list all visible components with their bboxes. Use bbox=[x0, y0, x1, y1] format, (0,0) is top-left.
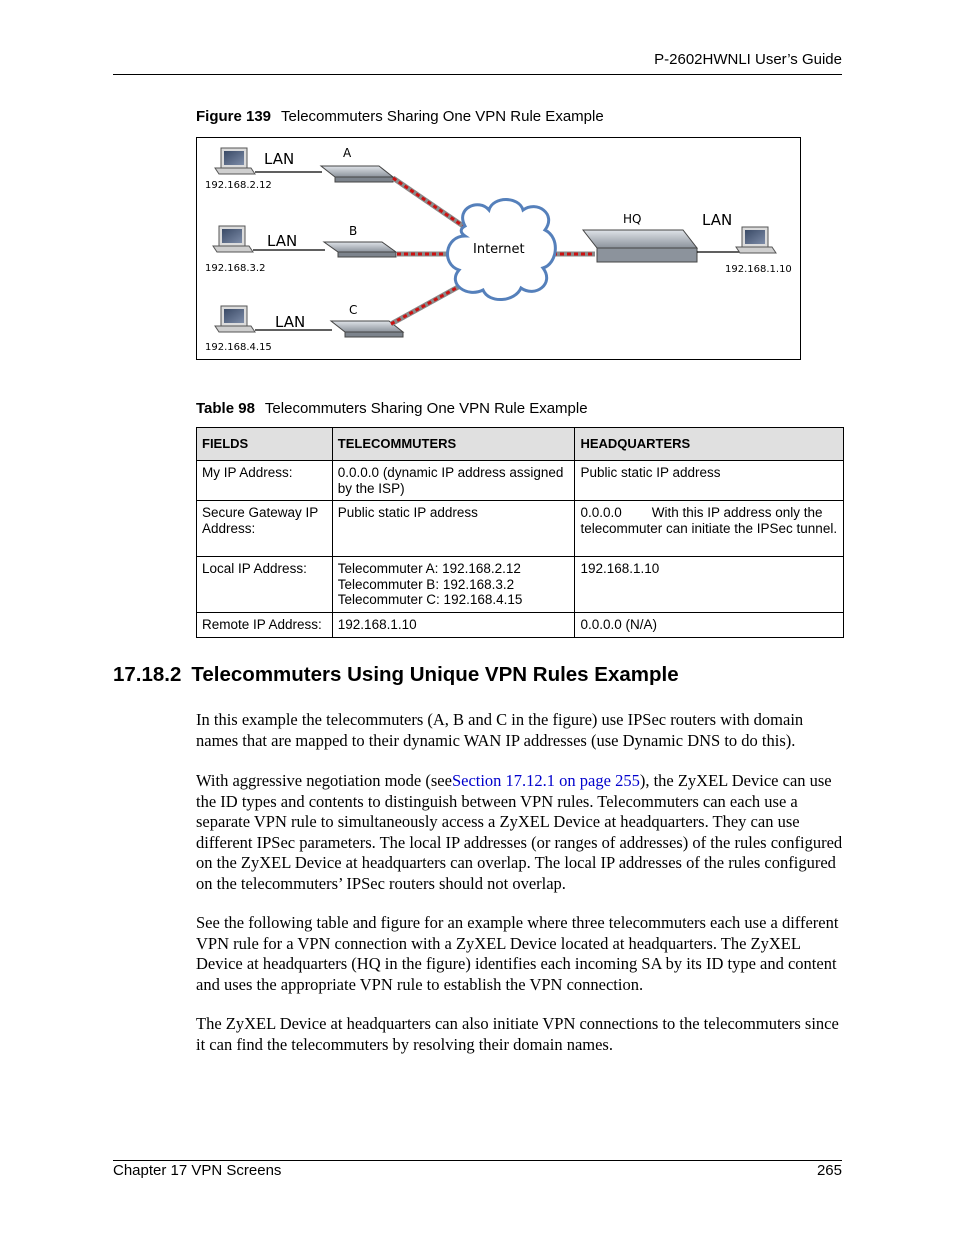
table-cell: Local IP Address: bbox=[197, 557, 333, 613]
footer-page-number: 265 bbox=[816, 1162, 842, 1179]
table-row bbox=[197, 557, 844, 613]
hq-label: HQ bbox=[623, 212, 642, 226]
table-cell: Public static IP address bbox=[332, 501, 575, 557]
hq-router-icon bbox=[583, 230, 697, 262]
paragraph-3: See the following table and figure for an example where three telecommuters each use a different VPN rule for a VPN connection with a ZyXEL Device located at headquarters. The ZyXEL Device at headquarters (HQ in the figure) identifies each incoming SA by its ID type and content and uses the appropriate VPN rule to establish the VPN connection. bbox=[196, 913, 839, 994]
ip-label-b: 192.168.3.2 bbox=[205, 263, 266, 274]
section-title: Telecommuters Using Unique VPN Rules Example bbox=[191, 663, 679, 686]
paragraph-2 bbox=[196, 771, 844, 894]
computer-c-icon bbox=[215, 306, 255, 332]
figure-label: Figure 139 bbox=[196, 108, 272, 125]
figure-caption bbox=[196, 108, 604, 125]
internet-label: Internet bbox=[473, 242, 525, 257]
router-b-icon bbox=[324, 242, 396, 257]
header-telecommuters: TELECOMMUTERS bbox=[332, 428, 575, 461]
table-cell: Telecommuter A: 192.168.2.12 Telecommuter B: 192.168.3.2 Telecommuter C: 192.168.4.15 bbox=[332, 557, 575, 613]
network-diagram bbox=[196, 137, 801, 360]
vpn-rule-table bbox=[196, 427, 844, 638]
table-cell: 192.168.1.10 bbox=[332, 613, 575, 638]
section-heading bbox=[113, 663, 679, 687]
table-cell: My IP Address: bbox=[197, 461, 333, 501]
table-cell: 0.0.0.0 (dynamic IP address assigned by the ISP) bbox=[332, 461, 575, 501]
lan-label-b: LAN bbox=[267, 232, 298, 250]
lan-label-c: LAN bbox=[275, 313, 306, 331]
vpn-tunnel-a bbox=[393, 178, 469, 230]
computer-a-icon bbox=[215, 148, 255, 174]
table-cell: 0.0.0.0 With this IP address only the telecommuter can initiate the IPSec tunnel. bbox=[575, 501, 844, 557]
table-row bbox=[197, 461, 844, 501]
router-c-label: C bbox=[349, 303, 358, 317]
table-caption bbox=[196, 400, 588, 417]
table-row bbox=[197, 613, 844, 638]
section-link[interactable]: Section 17.12.1 on page 255 bbox=[451, 771, 640, 790]
lan-label-hq: LAN bbox=[702, 211, 733, 229]
table-caption-text: Telecommuters Sharing One VPN Rule Example bbox=[264, 400, 588, 417]
header-title: P-2602HWNLI User’s Guide bbox=[654, 51, 842, 68]
table-cell: 192.168.1.10 bbox=[575, 557, 844, 613]
ip-label-a: 192.168.2.12 bbox=[205, 180, 272, 191]
router-b-label: B bbox=[349, 224, 358, 238]
table-label: Table 98 bbox=[196, 400, 255, 417]
network-diagram-svg bbox=[197, 138, 801, 360]
footer-chapter: Chapter 17 VPN Screens bbox=[113, 1162, 282, 1179]
router-a-label: A bbox=[343, 146, 352, 160]
paragraph-2-start: With aggressive negotiation mode (see bbox=[196, 771, 452, 790]
ip-label-c: 192.168.4.15 bbox=[205, 342, 272, 353]
table-cell: Remote IP Address: bbox=[197, 613, 333, 638]
footer-rule bbox=[113, 1160, 842, 1161]
vpn-tunnel-c bbox=[391, 281, 469, 324]
ip-label-hq: 192.168.1.10 bbox=[725, 264, 792, 275]
table-row bbox=[197, 501, 844, 557]
paragraph-4: The ZyXEL Device at headquarters can also initiate VPN connections to the telecommuters since it can find the telecommuters by resolving their domain names. bbox=[196, 1014, 839, 1054]
header-fields: FIELDS bbox=[197, 428, 333, 461]
header-headquarters: HEADQUARTERS bbox=[575, 428, 844, 461]
table-cell: Secure Gateway IP Address: bbox=[197, 501, 333, 557]
table-cell: Public static IP address bbox=[575, 461, 844, 501]
paragraph-2-end: ), the ZyXEL Device can use the ID types and contents to distinguish between VPN rules. Telecommuters can each use a separate VPN rule to simultaneously access a ZyXEL Device at headquarters. They can use different IPSec parameters. The local IP addresses (or ranges of addresses) of the rules configured on the ZyXEL Device at headquarters can overlap. The local IP addresses of the rules configured on the telecommuters’ IPSec routers should not overlap. bbox=[196, 771, 843, 893]
table-cell: 0.0.0.0 (N/A) bbox=[575, 613, 844, 638]
figure-caption-text: Telecommuters Sharing One VPN Rule Example bbox=[281, 108, 604, 125]
computer-b-icon bbox=[213, 226, 253, 252]
section-number: 17.18.2 bbox=[113, 663, 182, 686]
router-a-icon bbox=[321, 166, 393, 182]
table-header-row bbox=[197, 428, 844, 461]
paragraph-1: In this example the telecommuters (A, B and C in the figure) use IPSec routers with domain names that are mapped to their dynamic WAN IP addresses (use Dynamic DNS to do this). bbox=[196, 710, 804, 750]
hq-computer-icon bbox=[736, 227, 776, 253]
lan-label-a: LAN bbox=[264, 150, 295, 168]
header-rule bbox=[113, 74, 842, 75]
